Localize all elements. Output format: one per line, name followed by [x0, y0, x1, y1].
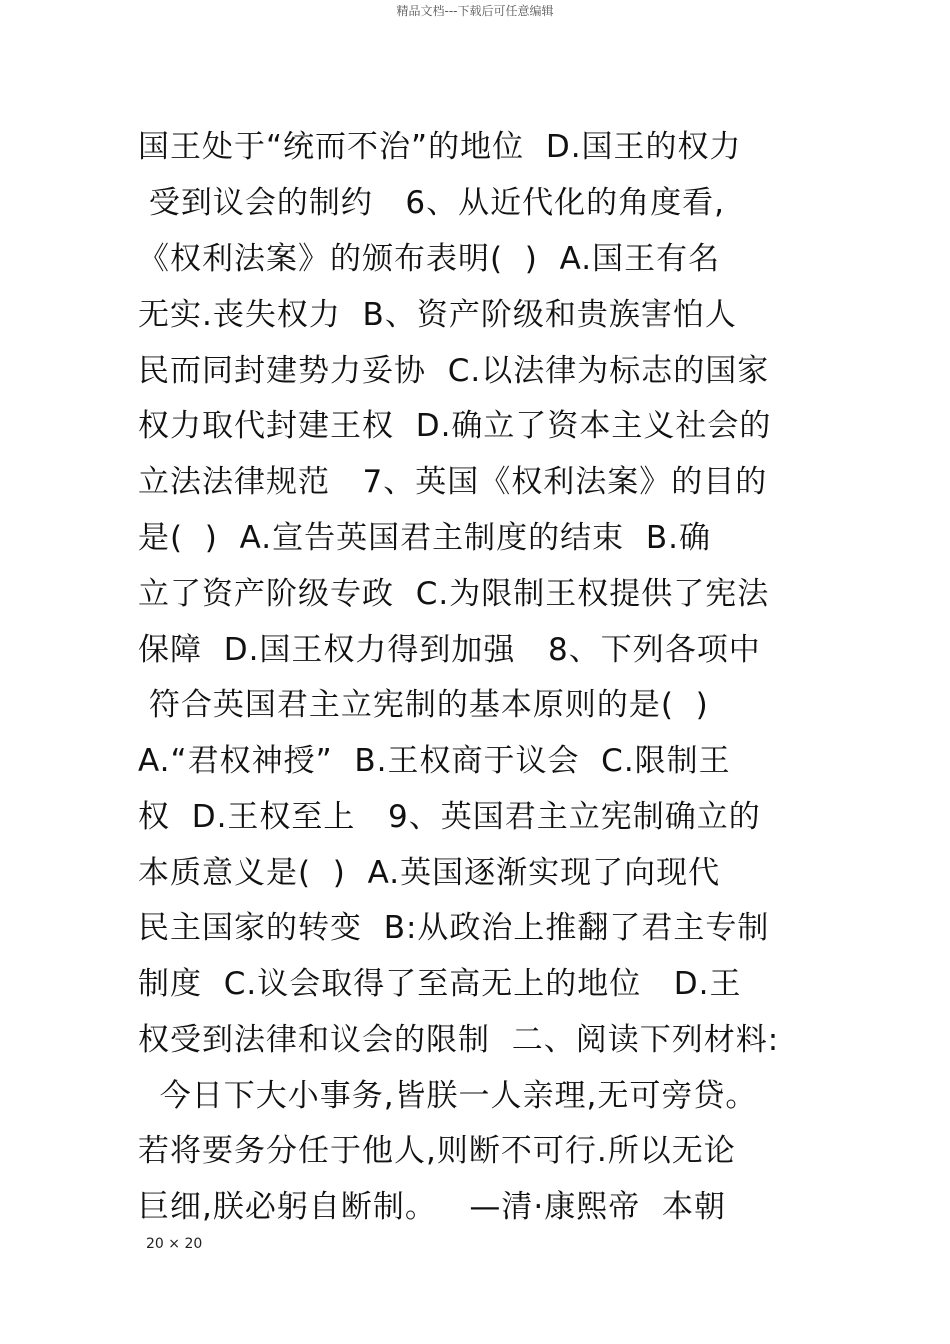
text-line: 制度 C.议会取得了至高无上的地位 D.王: [138, 966, 742, 1002]
text-line: 民主国家的转变 B:从政治上推翻了君主专制: [138, 910, 770, 946]
text-line: 若将要务分任于他人,则断不可行.所以无论: [138, 1133, 736, 1169]
page-header: 精品文档---下载后可任意编辑: [396, 4, 554, 18]
text-line: 保障 D.国王权力得到加强 8、下列各项中: [138, 632, 761, 668]
text-line: 巨细,朕必躬自断制。 —清·康熙帝 本朝: [138, 1189, 726, 1225]
text-line: 权 D.王权至上 9、英国君主立宪制确立的: [138, 799, 761, 835]
text-line: 立了资产阶级专政 C.为限制王权提供了宪法: [138, 576, 770, 612]
grid-size-label: 20 × 20: [146, 1236, 203, 1252]
text-line: 《权利法案》的颁布表明( ) A.国王有名: [138, 241, 721, 277]
text-line: 民而同封建势力妥协 C.以法律为标志的国家: [138, 353, 770, 389]
text-line: 受到议会的制约 6、从近代化的角度看,: [138, 185, 725, 221]
text-line: 权受到法律和议会的限制 二、阅读下列材料:: [138, 1022, 780, 1058]
text-line: 国王处于“统而不治”的地位 D.国王的权力: [138, 129, 742, 165]
text-line: 是( ) A.宣告英国君主制度的结束 B.确: [138, 520, 711, 556]
text-line: 符合英国君主立宪制的基本原则的是( ): [138, 687, 709, 723]
text-line: 立法法律规范 7、英国《权利法案》的目的: [138, 464, 768, 500]
text-line: 本质意义是( ) A.英国逐渐实现了向现代: [138, 855, 721, 891]
text-line: 今日下大小事务,皆朕一人亲理,无可旁贷。: [138, 1078, 758, 1114]
text-line: 权力取代封建王权 D.确立了资本主义社会的: [138, 408, 772, 444]
text-line: A.“君权神授” B.王权商于议会 C.限制王: [138, 743, 731, 779]
text-line: 无实.丧失权力 B、资产阶级和贵族害怕人: [138, 297, 737, 333]
